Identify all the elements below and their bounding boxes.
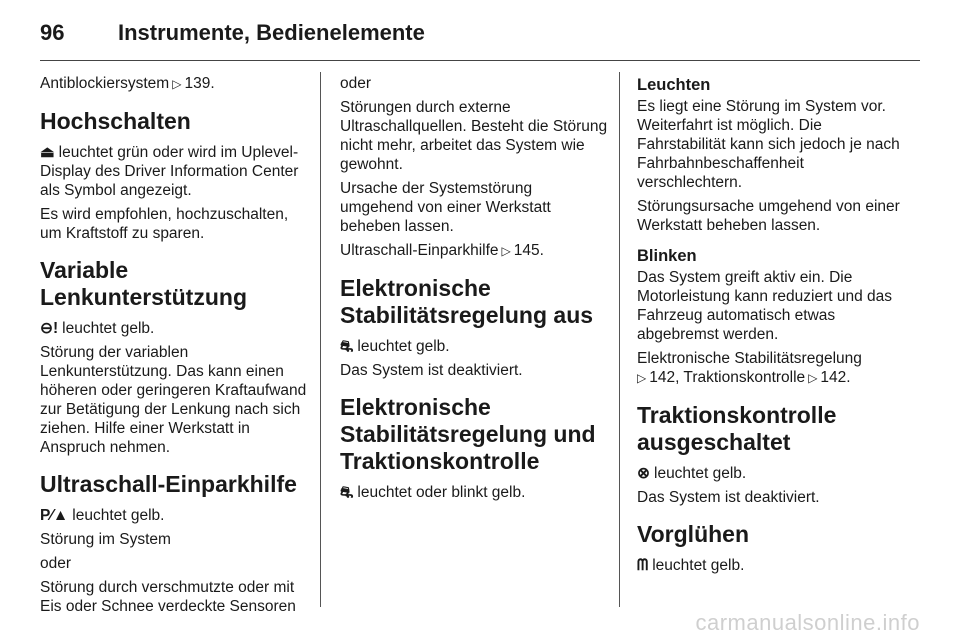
reference-arrow-icon: ▷ bbox=[501, 244, 511, 258]
watermark: carmanualsonline.info bbox=[695, 610, 920, 635]
paragraph: Störung im System bbox=[40, 531, 171, 548]
paragraph: Elektronische Stabilitätsregelung ▷ 142, Traktionskontrolle ▷ 142. bbox=[637, 350, 862, 386]
section-heading: Variable Lenkunterstützung bbox=[40, 257, 247, 310]
subsection-heading: Leuchten bbox=[637, 76, 711, 94]
paragraph: Störungen durch externe Ultraschallquellen. Besteht die Störung nicht mehr, arbeitet das System wie gewohnt. bbox=[340, 99, 608, 173]
paragraph: ⊗ leuchtet gelb. bbox=[637, 465, 747, 482]
paragraph: Das System ist deaktiviert. bbox=[637, 489, 820, 506]
paragraph: ⛐ leuchtet oder blinkt gelb. bbox=[340, 484, 526, 501]
glow-plug-icon: ᗰ bbox=[637, 557, 649, 574]
traction-control-off-icon: ⊗ bbox=[637, 465, 650, 482]
page-reference[interactable]: 139. bbox=[184, 75, 215, 92]
paragraph: Störung durch verschmutzte oder mit Eis oder Schnee verdeckte Sensoren bbox=[40, 579, 296, 615]
paragraph: ⊖! leuchtet gelb. bbox=[40, 320, 155, 337]
paragraph: Störung der variablen Lenkunterstützung. Das kann einen höheren oder geringeren Kraftaufwand zur Betätigung der Lenkung nach sich ziehen. Hilfe einer Werkstatt in Anspruch nehmen. bbox=[40, 344, 307, 456]
paragraph: Das System greift aktiv ein. Die Motorleistung kann reduziert und das Fahrzeug automatisch etwas abgebremst werden. bbox=[637, 269, 893, 343]
page-title: Instrumente, Bedienelemente bbox=[118, 20, 425, 45]
column-1 bbox=[40, 74, 308, 621]
page-reference[interactable]: 145. bbox=[513, 242, 544, 259]
page-header bbox=[40, 18, 920, 58]
steering-warning-icon: ⊖! bbox=[40, 320, 59, 337]
upshift-icon: ⏏ bbox=[40, 144, 55, 161]
paragraph: oder bbox=[340, 75, 372, 92]
column-2 bbox=[340, 74, 608, 507]
paragraph: Ursache der Systemstörung umgehend von einer Werkstatt beheben lassen. bbox=[340, 180, 551, 235]
paragraph: ᗰ leuchtet gelb. bbox=[637, 557, 745, 574]
page-reference[interactable]: 142. bbox=[820, 369, 851, 386]
section-heading: Elektronische Stabilitätsregelung aus bbox=[340, 275, 594, 328]
paragraph: Antiblockiersystem ▷ 139. bbox=[40, 75, 215, 92]
column-3 bbox=[637, 74, 905, 580]
paragraph: oder bbox=[40, 555, 72, 572]
paragraph: Das System ist deaktiviert. bbox=[340, 362, 523, 379]
paragraph: P⁄▲ leuchtet gelb. bbox=[40, 507, 165, 524]
reference-arrow-icon: ▷ bbox=[172, 77, 182, 91]
section-heading: Hochschalten bbox=[40, 108, 191, 134]
reference-arrow-icon: ▷ bbox=[637, 371, 647, 385]
paragraph: Es liegt eine Störung im System vor. Weiterfahrt ist möglich. Die Fahrstabilität kann sich jedoch je nach Fahrbahnbeschaffenheit verschlechtern. bbox=[637, 98, 900, 191]
reference-arrow-icon: ▷ bbox=[808, 371, 818, 385]
esp-icon: ⛐ bbox=[340, 484, 354, 501]
paragraph: ⛐ leuchtet gelb. bbox=[340, 338, 450, 355]
paragraph: Es wird empfohlen, hochzuschalten, um Kraftstoff zu sparen. bbox=[40, 206, 289, 242]
page-number: 96 bbox=[40, 20, 65, 45]
paragraph: Ultraschall-Einparkhilfe ▷ 145. bbox=[340, 242, 544, 259]
page-reference[interactable]: 142, Traktionskontrolle bbox=[649, 369, 806, 386]
section-heading: Elektronische Stabilitätsregelung und Traktionskontrolle bbox=[340, 394, 596, 474]
section-heading: Ultraschall-Einparkhilfe bbox=[40, 471, 297, 497]
section-heading: Traktionskontrolle ausgeschaltet bbox=[637, 402, 837, 455]
paragraph: Störungsursache umgehend von einer Werkstatt beheben lassen. bbox=[637, 198, 900, 234]
section-heading: Vorglühen bbox=[637, 521, 750, 547]
paragraph: ⏏ leuchtet grün oder wird im Uplevel-Display des Driver Information Center als Symbol angezeigt. bbox=[40, 144, 299, 199]
header-rule bbox=[40, 60, 920, 61]
column-divider bbox=[320, 72, 321, 607]
subsection-heading: Blinken bbox=[637, 247, 697, 265]
esp-off-icon: ⛐ bbox=[340, 338, 354, 355]
parking-assist-icon: P⁄▲ bbox=[40, 507, 69, 524]
column-divider bbox=[619, 72, 620, 607]
